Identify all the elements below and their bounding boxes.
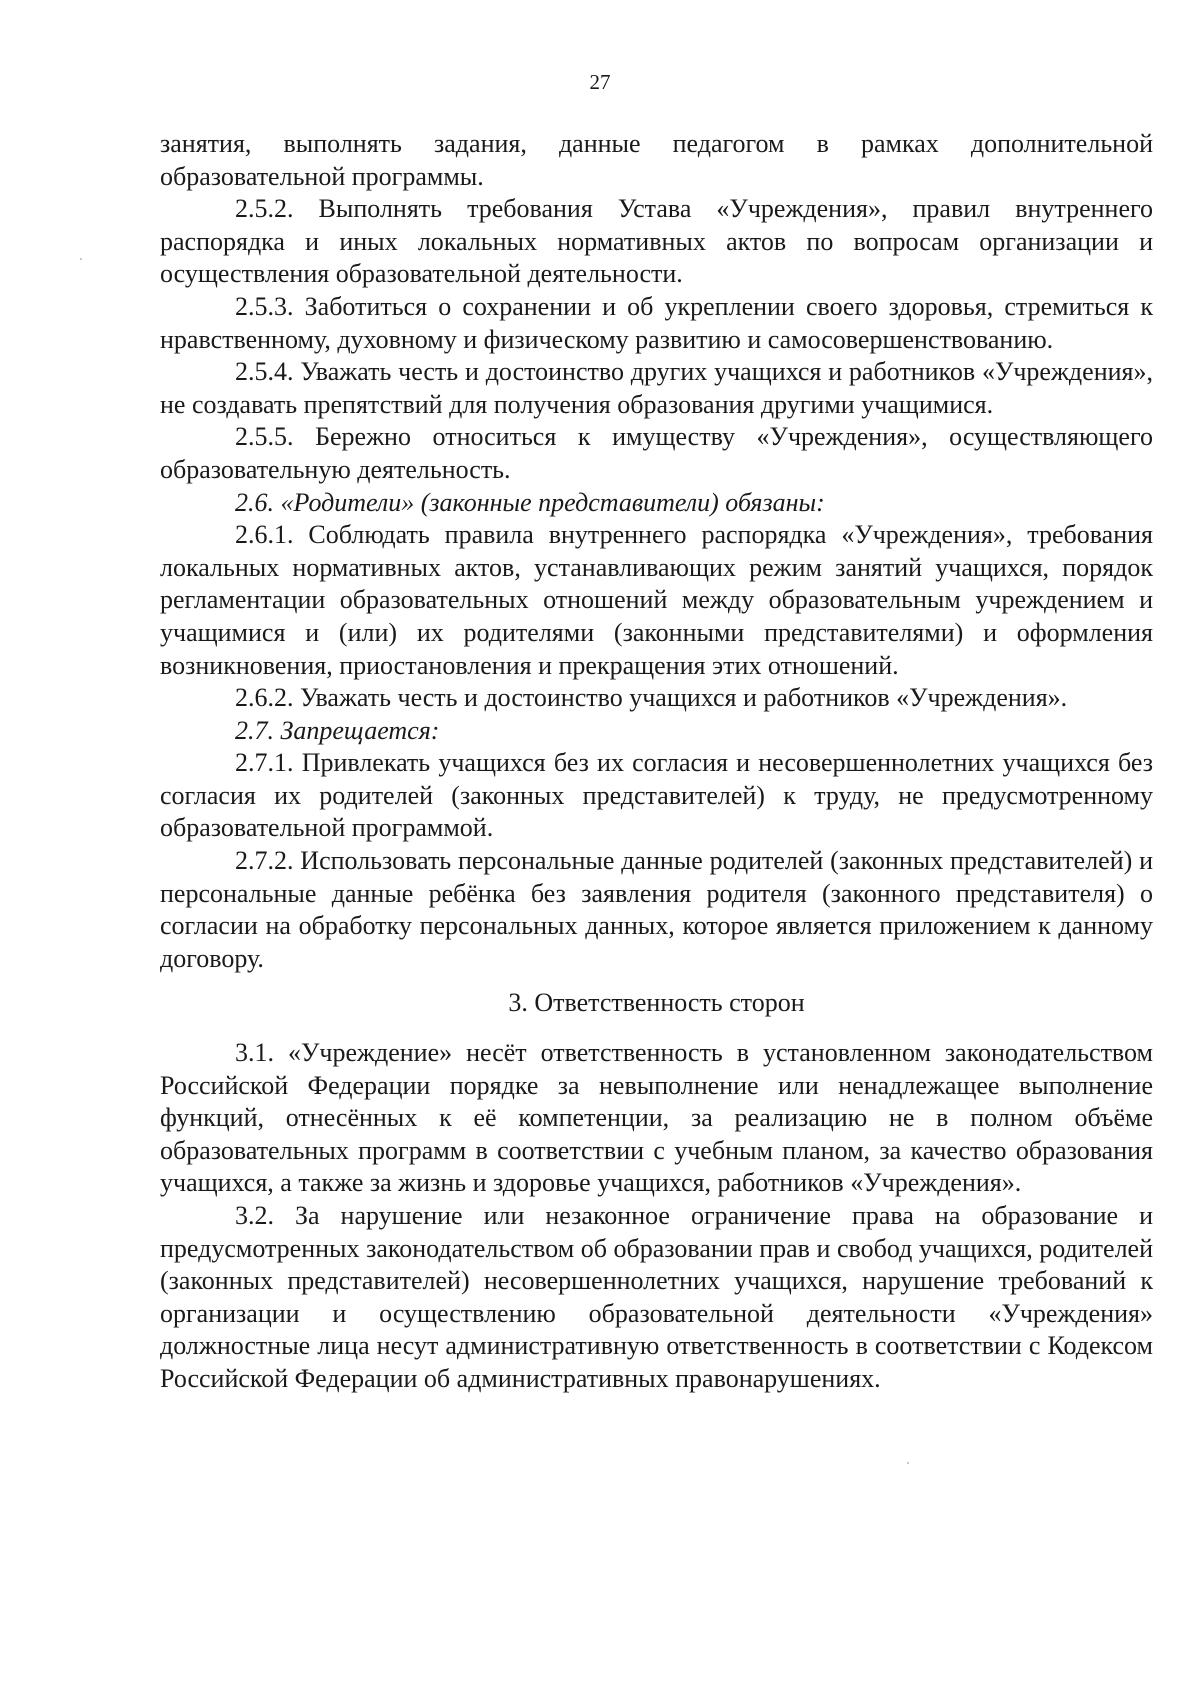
document-body bbox=[160, 128, 1153, 1396]
clause-3-1: 3.1. «Учреждение» несёт ответственность в установленном законодательством Российской Федерации порядке за невыполнение или ненадлежащее выполнение функций, отнесённых к её компетенции, за реализацию не в полном объёме образовательных программ в соответствии с учебным планом, за качество образования учащихся, а также за жизнь и здоровье учащихся, работников «Учреждения». bbox=[160, 1038, 1153, 1198]
page-number: 27 bbox=[589, 70, 611, 94]
clause-2-6-heading: 2.6. «Родители» (законные представители) обязаны: bbox=[235, 487, 825, 517]
clause-2-5-3: 2.5.3. Заботиться о сохранении и об укреплении своего здоровья, стремиться к нравственному, духовному и физическому развитию и самосовершенствованию. bbox=[160, 291, 1153, 354]
clause-2-7-2: 2.7.2. Использовать персональные данные родителей (законных представителей) и персональные данные ребёнка без заявления родителя (законного представителя) о согласии на обработку персональных данных, которое является приложением к данному договору. bbox=[160, 846, 1153, 973]
paragraph-continuation: занятия, выполнять задания, данные педагогом в рамках дополнительной образовательной программы. bbox=[160, 129, 1153, 191]
clause-2-6-2: 2.6.2. Уважать честь и достоинство учащихся и работников «Учреждения». bbox=[235, 683, 1068, 713]
clause-2-7-heading: 2.7. Запрещается: bbox=[235, 715, 440, 745]
clause-2-5-4: 2.5.4. Уважать честь и достоинство других учащихся и работников «Учреждения», не создавать препятствий для получения образования другими учащимися. bbox=[160, 357, 1153, 419]
clause-2-5-2: 2.5.2. Выполнять требования Устава «Учреждения», правил внутреннего распорядка и иных локальных нормативных актов по вопросам организации и осуществления образовательной деятельности. bbox=[160, 194, 1153, 289]
scan-speck bbox=[80, 258, 82, 260]
scan-speck bbox=[907, 1462, 909, 1464]
clause-2-5-5: 2.5.5. Бережно относиться к имуществу «Учреждения», осуществляющего образовательную деятельность. bbox=[160, 422, 1153, 484]
clause-2-6-1: 2.6.1. Соблюдать правила внутреннего распорядка «Учреждения», требования локальных нормативных актов, устанавливающих режим занятий учащихся, порядок регламентации образовательных отношений между образовательным учреждением и учащимися и (или) их родителями (законными представителями) и оформления возникновения, приостановления и прекращения этих отношений. bbox=[160, 520, 1153, 680]
clause-2-7-1: 2.7.1. Привлекать учащихся без их согласия и несовершеннолетних учащихся без согласия их родителей (законных представителей) к труду, не предусмотренному образовательной программой. bbox=[160, 748, 1153, 843]
section-3-heading: 3. Ответственность сторон bbox=[508, 988, 805, 1018]
clause-3-2: 3.2. За нарушение или незаконное ограничение права на образование и предусмотренных законодательством об образовании прав и свобод учащихся, родителей (законных представителей) несовершеннолетних учащихся, нарушение требований к организации и осуществлению образовательной деятельности «Учреждения» должностные лица несут административную ответственность в соответствии с Кодексом Российской Федерации об административных правонарушениях. bbox=[160, 1201, 1153, 1393]
